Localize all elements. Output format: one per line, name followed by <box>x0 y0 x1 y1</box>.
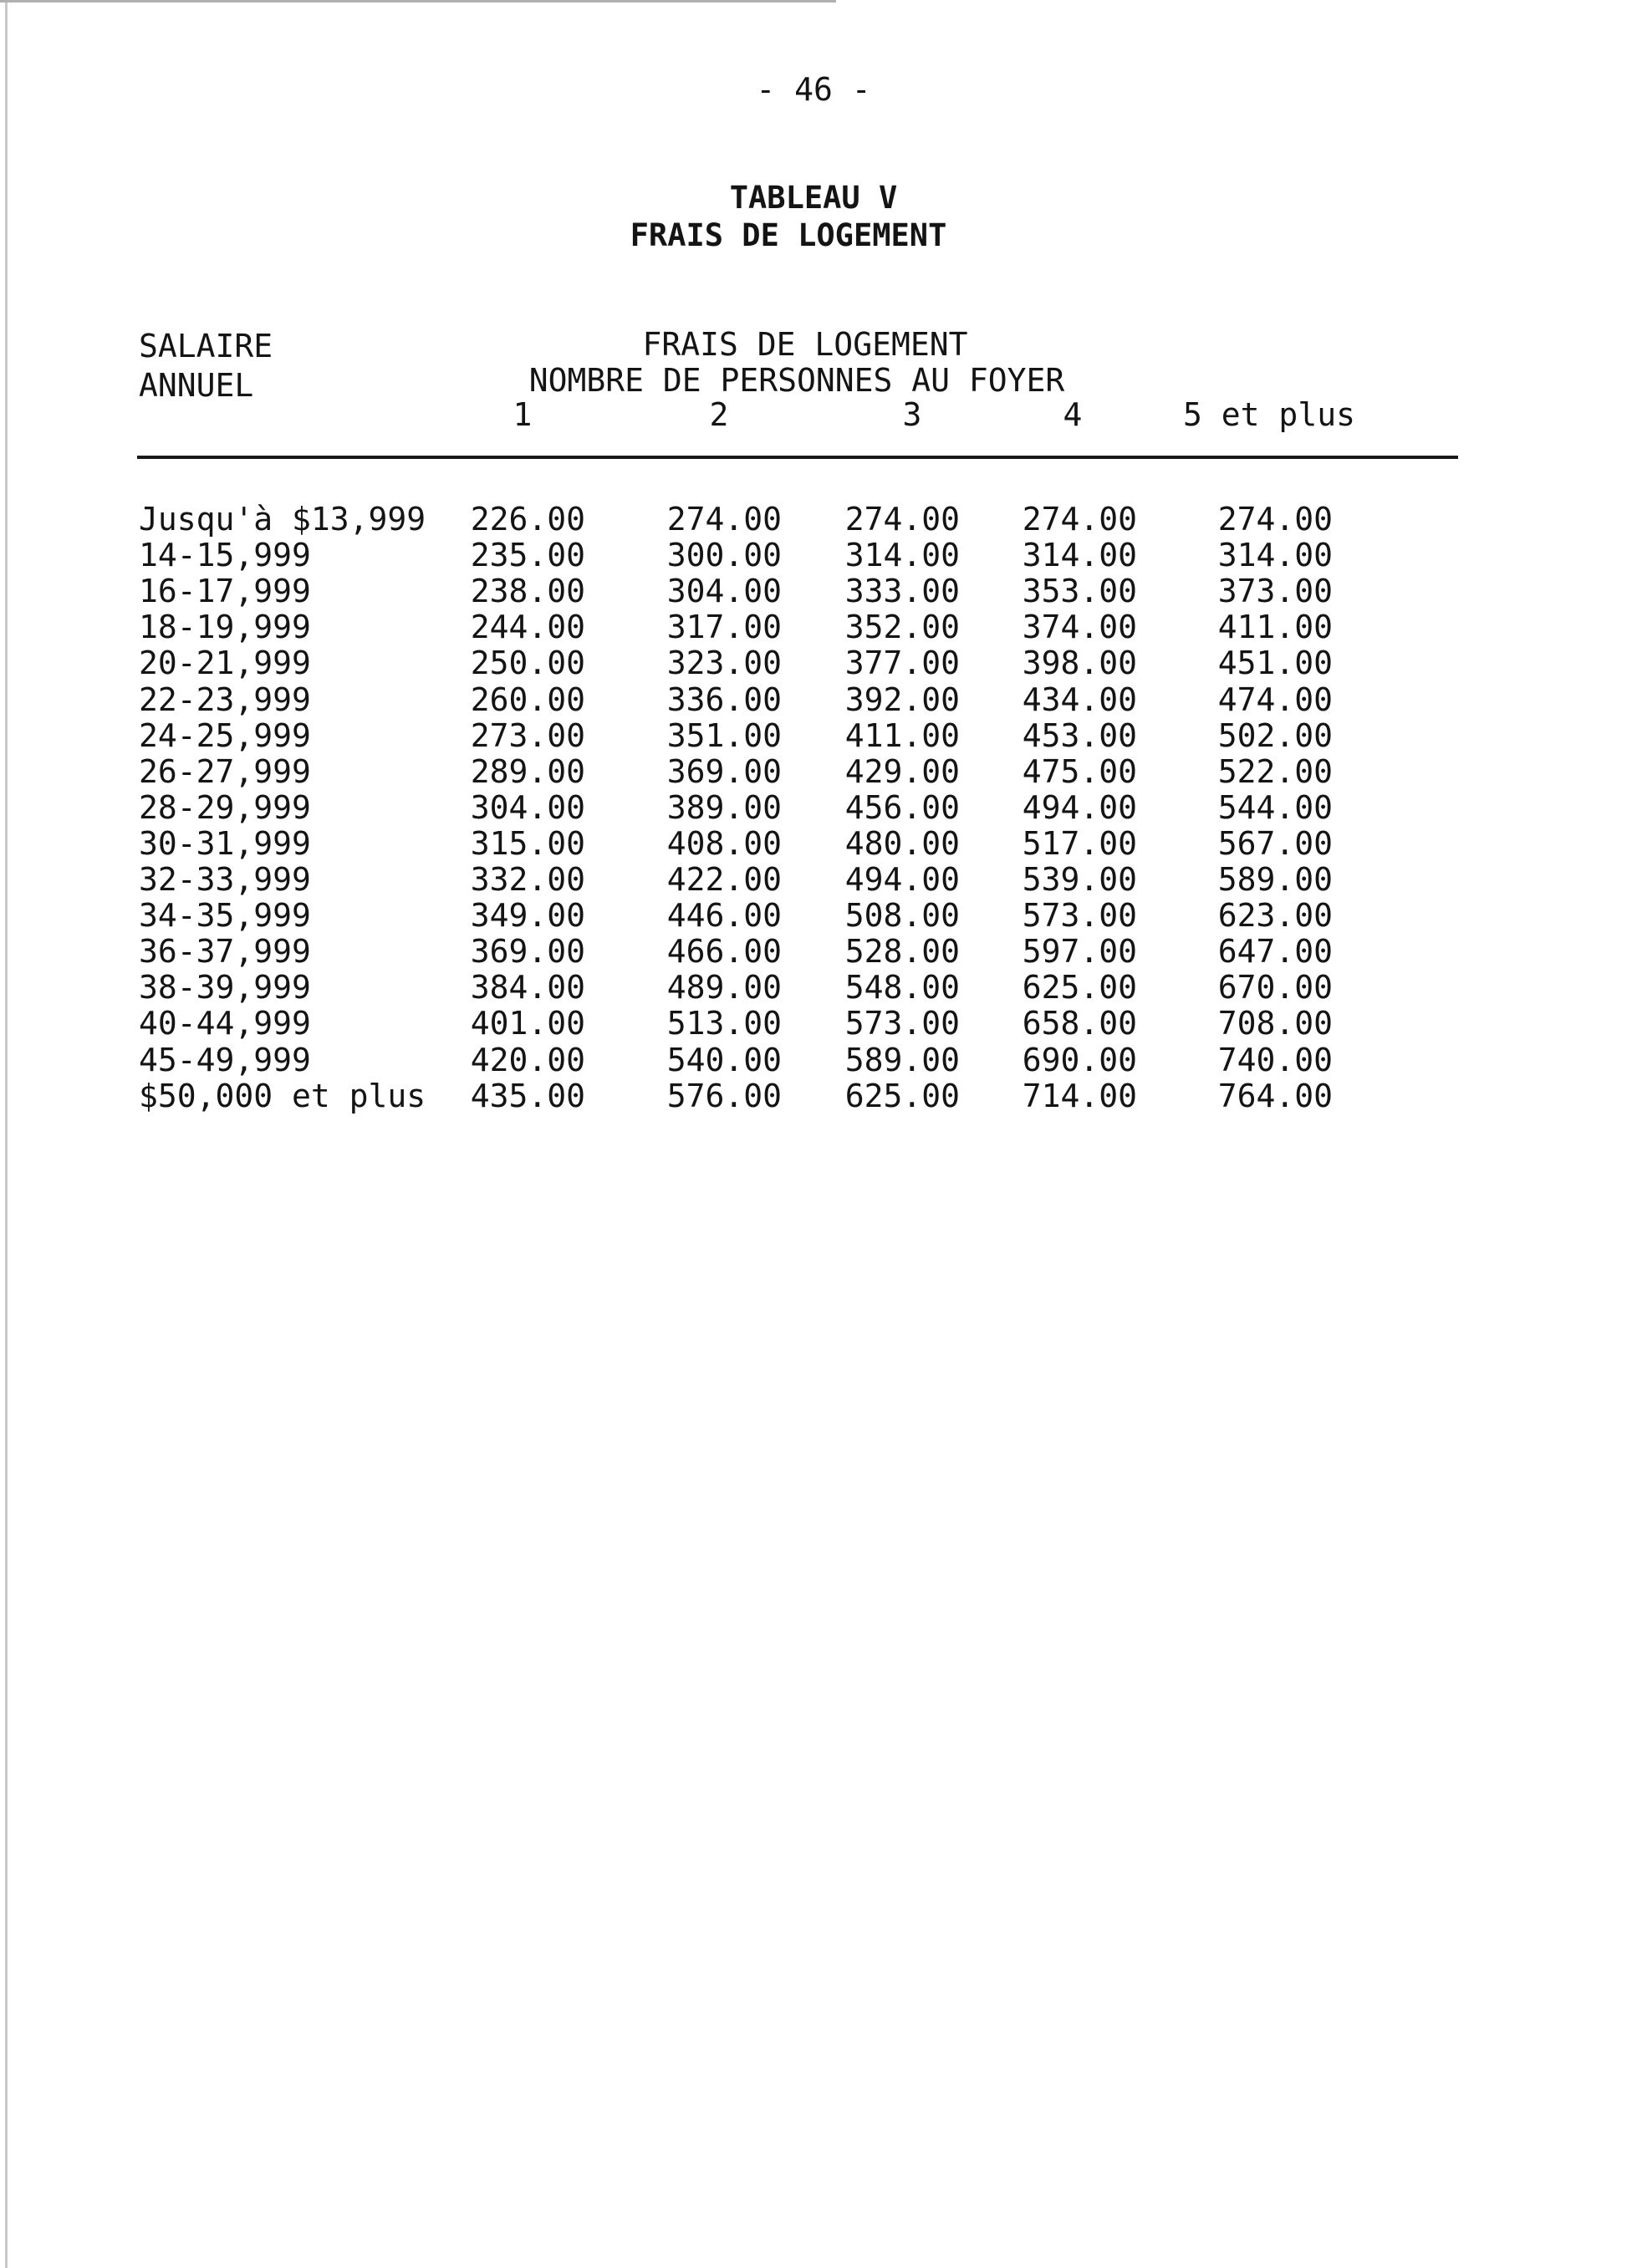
cost-cell-persons-2: 422.00 <box>666 861 782 898</box>
cost-cell-persons-3: 494.00 <box>844 861 960 898</box>
column-header-4: 4 <box>1063 396 1083 433</box>
cost-cell-persons-5-plus: 451.00 <box>1217 645 1333 682</box>
cost-cell-persons-4: 353.00 <box>1022 573 1137 610</box>
cost-cell-persons-5-plus: 623.00 <box>1217 897 1333 935</box>
cost-cell-persons-1: 369.00 <box>470 933 585 971</box>
cost-cell-persons-5-plus: 274.00 <box>1217 501 1333 538</box>
cost-cell-persons-3: 274.00 <box>844 501 960 538</box>
cost-cell-persons-3: 528.00 <box>844 933 960 971</box>
cost-cell-persons-3: 480.00 <box>844 824 960 862</box>
cost-cell-persons-5-plus: 411.00 <box>1217 609 1333 646</box>
cost-cell-persons-3: 352.00 <box>844 609 960 646</box>
cost-cell-persons-4: 517.00 <box>1022 824 1137 862</box>
cost-cell-persons-5-plus: 764.00 <box>1217 1077 1333 1114</box>
cost-cell-persons-3: 508.00 <box>844 897 960 935</box>
table-row <box>0 861 1627 900</box>
cost-cell-persons-1: 260.00 <box>470 680 585 718</box>
table-row <box>0 971 1627 1008</box>
salary-range-cell: 40-44,999 <box>139 1005 311 1042</box>
cost-cell-persons-2: 489.00 <box>666 969 782 1007</box>
salary-range-cell: 45-49,999 <box>139 1041 311 1078</box>
table-row <box>0 788 1627 828</box>
salary-header-line2: ANNUEL <box>139 367 254 404</box>
salary-range-cell: 30-31,999 <box>139 824 311 862</box>
salary-range-cell: Jusqu'à $13,999 <box>139 501 426 538</box>
column-header-3: 3 <box>902 396 922 433</box>
cost-cell-persons-5-plus: 522.00 <box>1217 752 1333 790</box>
salary-range-cell: 14-15,999 <box>139 537 311 574</box>
cost-cell-persons-3: 429.00 <box>844 752 960 790</box>
cost-cell-persons-3: 548.00 <box>844 969 960 1007</box>
cost-cell-persons-2: 274.00 <box>666 501 782 538</box>
header-divider <box>137 456 1458 459</box>
salary-range-cell: 26-27,999 <box>139 752 311 790</box>
salary-range-cell: 18-19,999 <box>139 609 311 646</box>
page-left-edge <box>5 0 8 2268</box>
table-row <box>0 539 1627 576</box>
cost-cell-persons-4: 690.00 <box>1022 1041 1137 1078</box>
cost-cell-persons-1: 235.00 <box>470 537 585 574</box>
column-header-5-plus: 5 et plus <box>1183 396 1355 433</box>
cost-cell-persons-1: 289.00 <box>470 752 585 790</box>
cost-cell-persons-3: 377.00 <box>844 645 960 682</box>
cost-cell-persons-2: 300.00 <box>666 537 782 574</box>
cost-cell-persons-3: 392.00 <box>844 680 960 718</box>
cost-cell-persons-4: 398.00 <box>1022 645 1137 682</box>
salary-range-cell: $50,000 et plus <box>139 1077 426 1114</box>
cost-cell-persons-1: 435.00 <box>470 1077 585 1114</box>
cost-cell-persons-4: 274.00 <box>1022 501 1137 538</box>
salary-range-cell: 20-21,999 <box>139 645 311 682</box>
cost-cell-persons-2: 389.00 <box>666 788 782 826</box>
cost-cell-persons-5-plus: 502.00 <box>1217 716 1333 754</box>
cost-cell-persons-2: 304.00 <box>666 573 782 610</box>
cost-cell-persons-1: 250.00 <box>470 645 585 682</box>
table-row <box>0 1077 1627 1117</box>
cost-cell-persons-1: 332.00 <box>470 861 585 898</box>
cost-cell-persons-1: 244.00 <box>470 609 585 646</box>
column-header-2: 2 <box>709 396 729 433</box>
salary-range-cell: 28-29,999 <box>139 788 311 826</box>
cost-cell-persons-5-plus: 589.00 <box>1217 861 1333 898</box>
cost-cell-persons-1: 349.00 <box>470 897 585 935</box>
cost-cell-persons-4: 453.00 <box>1022 716 1137 754</box>
table-row <box>0 752 1627 793</box>
salary-header-line1: SALAIRE <box>139 328 273 364</box>
salary-range-cell: 22-23,999 <box>139 680 311 718</box>
cost-cell-persons-4: 714.00 <box>1022 1077 1137 1114</box>
cost-cell-persons-1: 238.00 <box>470 573 585 610</box>
cost-cell-persons-5-plus: 708.00 <box>1217 1005 1333 1042</box>
page-number: - 46 - <box>756 71 871 108</box>
cost-cell-persons-4: 374.00 <box>1022 609 1137 646</box>
salary-range-cell: 38-39,999 <box>139 969 311 1007</box>
cost-cell-persons-5-plus: 740.00 <box>1217 1041 1333 1078</box>
cost-cell-persons-2: 351.00 <box>666 716 782 754</box>
cost-cell-persons-5-plus: 567.00 <box>1217 824 1333 862</box>
cost-cell-persons-5-plus: 373.00 <box>1217 573 1333 610</box>
table-row <box>0 716 1627 757</box>
cost-cell-persons-2: 369.00 <box>666 752 782 790</box>
table-row <box>0 935 1627 972</box>
table-row <box>0 503 1627 540</box>
cost-cell-persons-4: 494.00 <box>1022 788 1137 826</box>
cost-cell-persons-5-plus: 544.00 <box>1217 788 1333 826</box>
cost-cell-persons-4: 475.00 <box>1022 752 1137 790</box>
cost-cell-persons-3: 456.00 <box>844 788 960 826</box>
cost-cell-persons-4: 625.00 <box>1022 969 1137 1007</box>
cost-cell-persons-2: 323.00 <box>666 645 782 682</box>
group-header-subtitle: NOMBRE DE PERSONNES AU FOYER <box>528 362 1065 399</box>
page-top-edge <box>0 0 836 3</box>
table-row <box>0 1041 1627 1081</box>
cost-cell-persons-2: 336.00 <box>666 680 782 718</box>
salary-range-cell: 36-37,999 <box>139 933 311 971</box>
table-subtitle: FRAIS DE LOGEMENT <box>630 217 947 253</box>
cost-cell-persons-2: 408.00 <box>666 824 782 862</box>
cost-cell-persons-1: 315.00 <box>470 824 585 862</box>
cost-cell-persons-3: 411.00 <box>844 716 960 754</box>
group-header-title: FRAIS DE LOGEMENT <box>642 326 968 363</box>
salary-range-cell: 32-33,999 <box>139 861 311 898</box>
cost-cell-persons-1: 226.00 <box>470 501 585 538</box>
salary-range-cell: 34-35,999 <box>139 897 311 935</box>
cost-cell-persons-3: 314.00 <box>844 537 960 574</box>
cost-cell-persons-2: 446.00 <box>666 897 782 935</box>
cost-cell-persons-1: 384.00 <box>470 969 585 1007</box>
cost-cell-persons-3: 625.00 <box>844 1077 960 1114</box>
salary-range-cell: 24-25,999 <box>139 716 311 754</box>
table-row <box>0 1007 1627 1044</box>
cost-cell-persons-5-plus: 647.00 <box>1217 933 1333 971</box>
cost-cell-persons-4: 434.00 <box>1022 680 1137 718</box>
table-row <box>0 680 1627 721</box>
cost-cell-persons-2: 513.00 <box>666 1005 782 1042</box>
cost-cell-persons-2: 466.00 <box>666 933 782 971</box>
cost-cell-persons-4: 658.00 <box>1022 1005 1137 1042</box>
cost-cell-persons-3: 573.00 <box>844 1005 960 1042</box>
cost-cell-persons-1: 304.00 <box>470 788 585 826</box>
cost-cell-persons-1: 420.00 <box>470 1041 585 1078</box>
cost-cell-persons-5-plus: 474.00 <box>1217 680 1333 718</box>
cost-cell-persons-1: 401.00 <box>470 1005 585 1042</box>
cost-cell-persons-5-plus: 670.00 <box>1217 969 1333 1007</box>
cost-cell-persons-2: 576.00 <box>666 1077 782 1114</box>
cost-cell-persons-1: 273.00 <box>470 716 585 754</box>
cost-cell-persons-4: 597.00 <box>1022 933 1137 971</box>
cost-cell-persons-3: 333.00 <box>844 573 960 610</box>
cost-cell-persons-2: 317.00 <box>666 609 782 646</box>
table-row <box>0 575 1627 612</box>
cost-cell-persons-4: 314.00 <box>1022 537 1137 574</box>
cost-cell-persons-4: 539.00 <box>1022 861 1137 898</box>
column-header-1: 1 <box>513 396 533 433</box>
cost-cell-persons-3: 589.00 <box>844 1041 960 1078</box>
cost-cell-persons-2: 540.00 <box>666 1041 782 1078</box>
cost-cell-persons-4: 573.00 <box>1022 897 1137 935</box>
table-row <box>0 647 1627 684</box>
table-row <box>0 824 1627 864</box>
salary-range-cell: 16-17,999 <box>139 573 311 610</box>
table-row <box>0 897 1627 936</box>
cost-cell-persons-5-plus: 314.00 <box>1217 537 1333 574</box>
table-title: TABLEAU V <box>729 180 898 216</box>
table-row <box>0 611 1627 648</box>
